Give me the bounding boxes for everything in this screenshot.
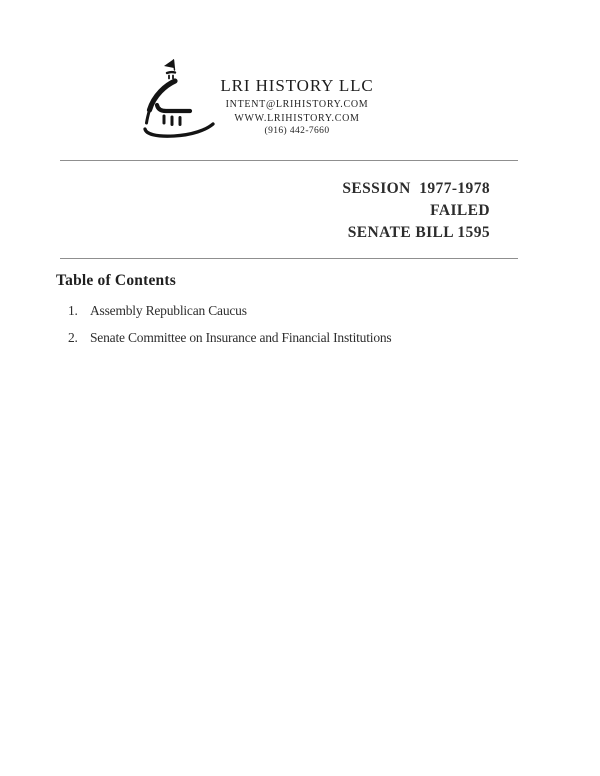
- status-label: FAILED: [430, 202, 490, 219]
- bill-number-label: SENATE BILL 1595: [347, 224, 490, 241]
- contact-email: INTENT@LRIHISTORY.COM: [225, 99, 369, 110]
- toc-item-number: 2.: [68, 330, 78, 345]
- toc-item-label: Senate Committee on Insurance and Financial Institutions: [90, 330, 392, 345]
- toc-heading: Table of Contents: [56, 272, 176, 289]
- divider-bottom: [60, 258, 518, 259]
- toc-item: [68, 330, 391, 346]
- contact-phone: (916) 442-7660: [264, 126, 330, 136]
- divider-top: [60, 160, 518, 161]
- bill-info-block: [190, 178, 490, 244]
- toc-item-label: Assembly Republican Caucus: [90, 303, 247, 318]
- toc-item-number: 1.: [68, 303, 78, 318]
- company-name: LRI HISTORY LLC: [220, 76, 374, 95]
- contact-website: WWW.LRIHISTORY.COM: [234, 113, 360, 124]
- session-label: SESSION 1977-1978: [342, 180, 490, 197]
- toc-list: [68, 303, 391, 357]
- toc-item: [68, 303, 391, 319]
